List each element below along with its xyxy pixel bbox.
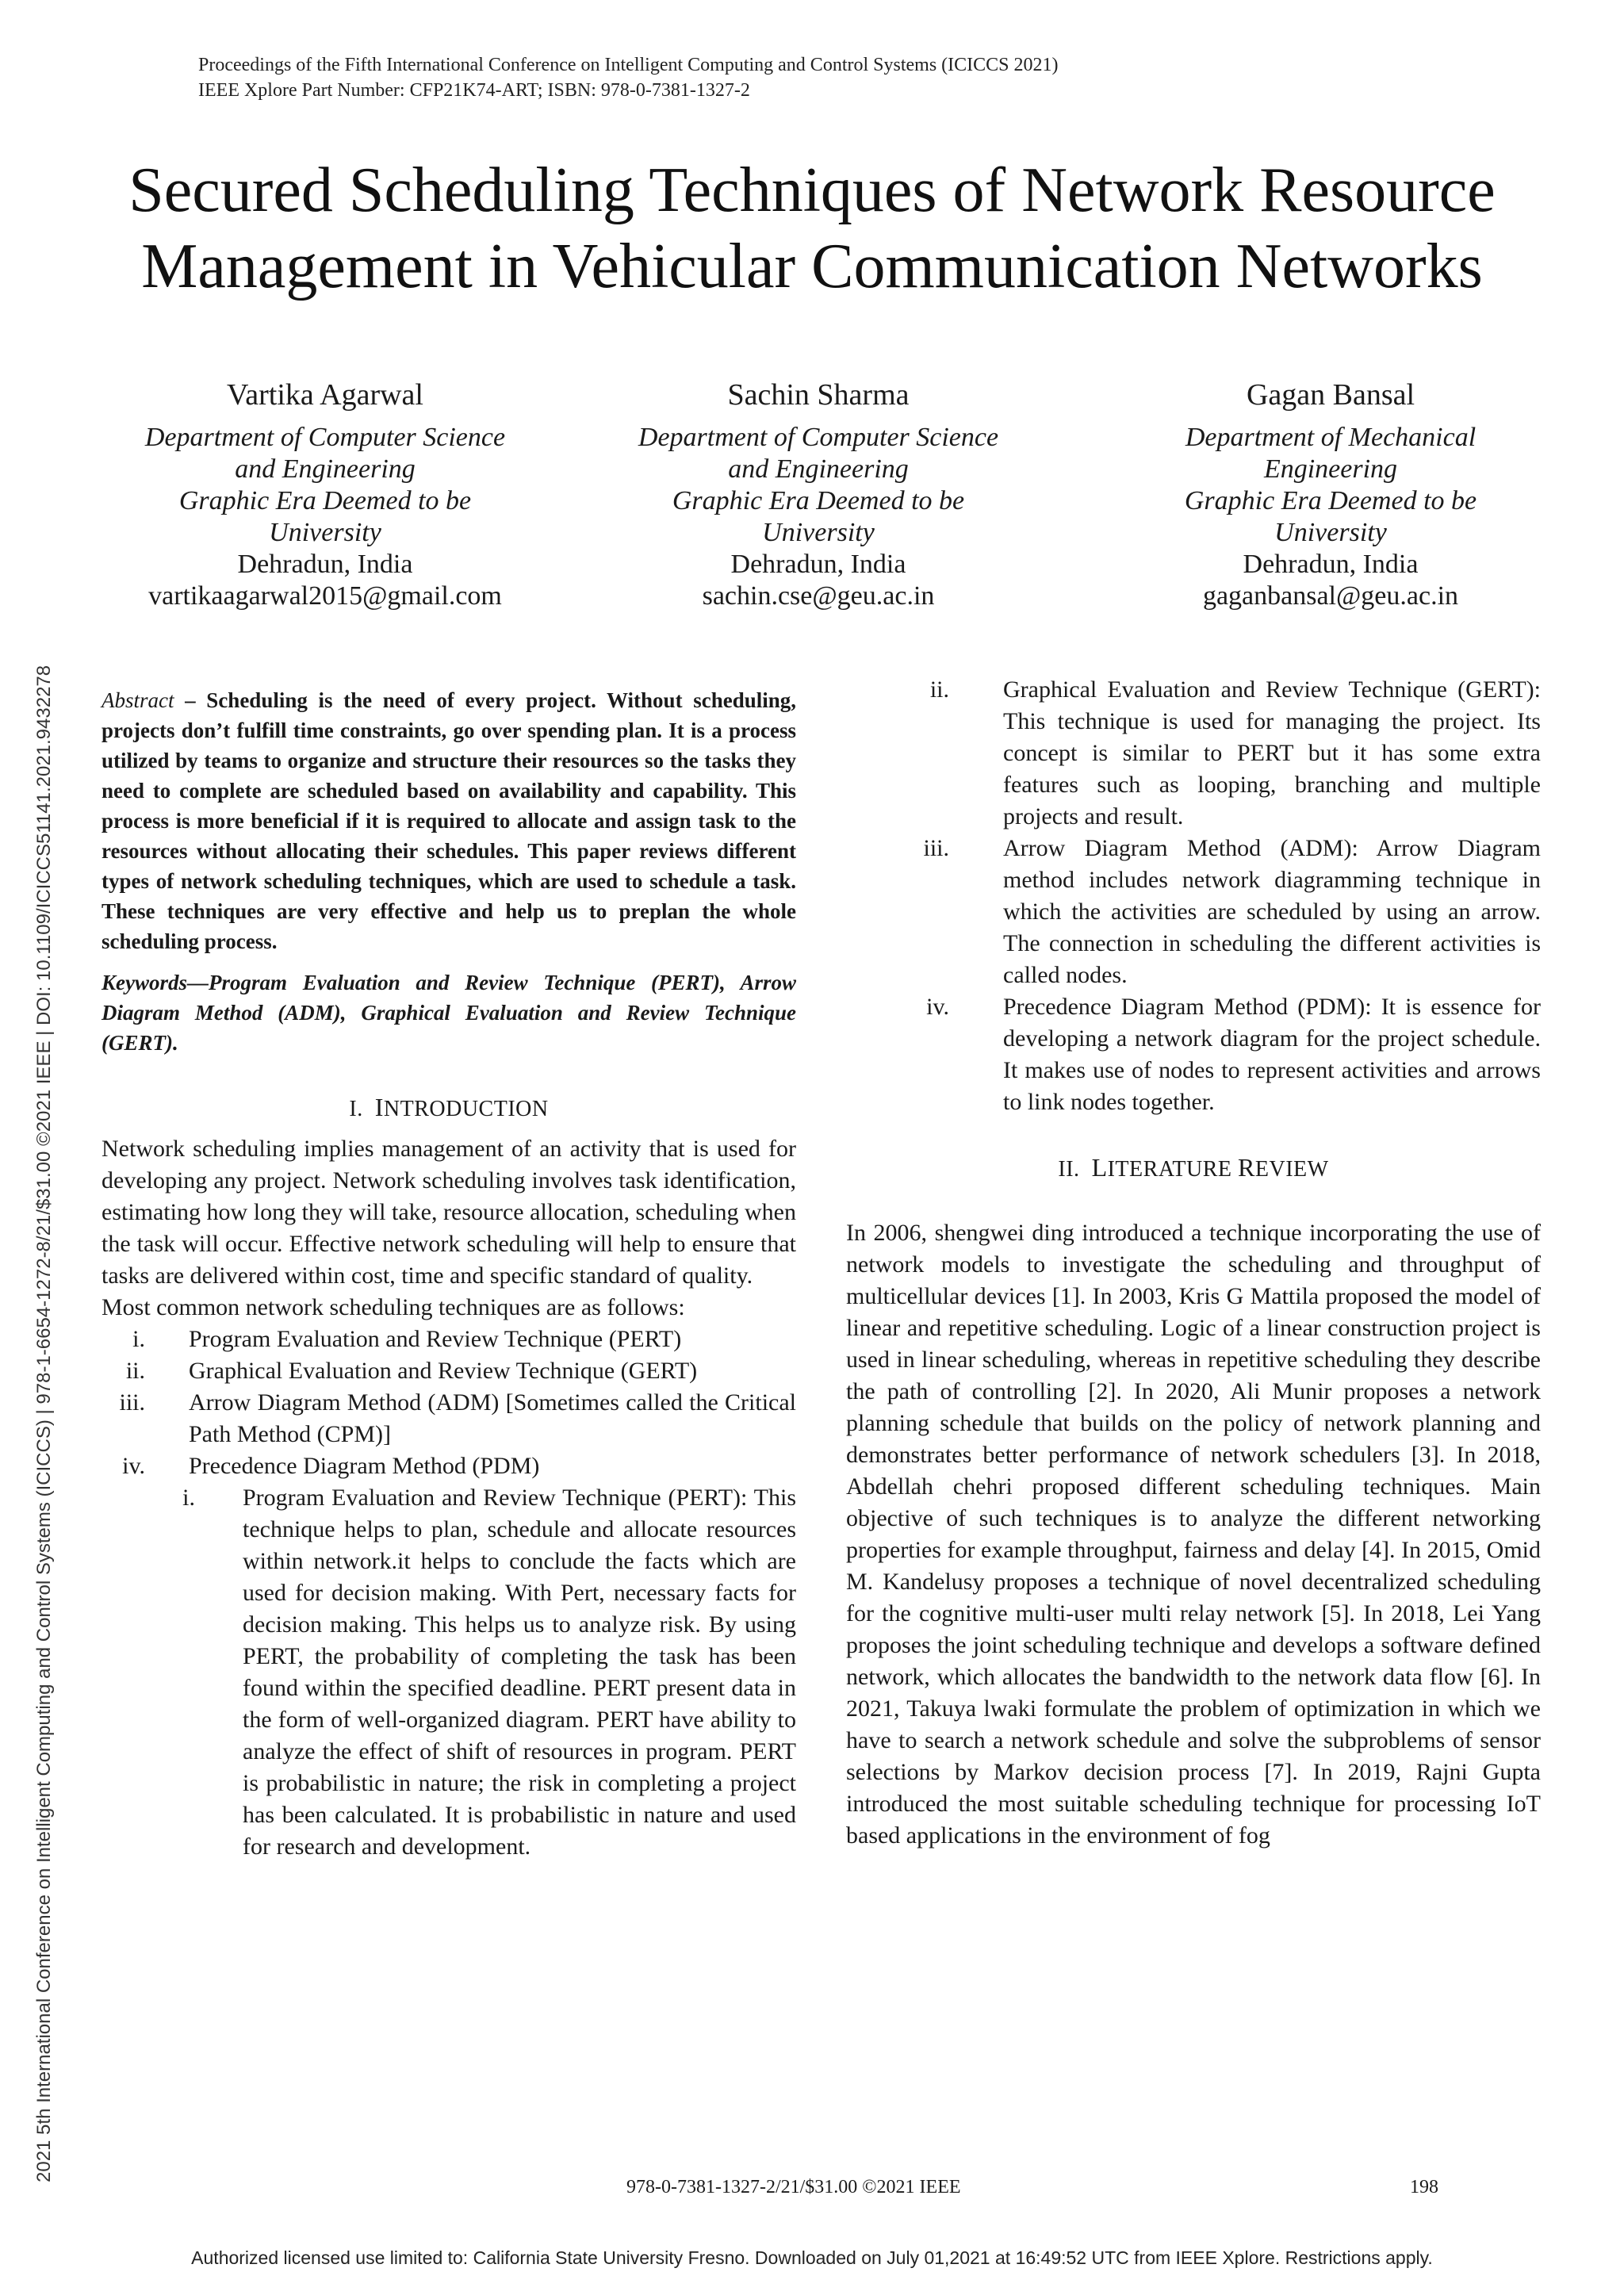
author-name: Vartika Agarwal [227, 378, 423, 412]
author-email[interactable]: vartikaagarwal2015@gmail.com [148, 581, 502, 611]
left-column [102, 674, 796, 1863]
proceedings-line-2: IEEE Xplore Part Number: CFP21K74-ART; ISBN: 978-0-7381-1327-2 [198, 80, 750, 101]
author-email[interactable]: sachin.cse@geu.ac.in [702, 581, 935, 611]
list-text: Graphical Evaluation and Review Technique (GERT): This technique is used for managing the project. Its concept is similar to PERT but it has some extra features such as looping, branching and multiple projects and result. [1003, 676, 1541, 829]
list-number: ii. [125, 1358, 145, 1384]
author-dept: Department of Mechanical [1185, 423, 1477, 452]
list-number: ii. [929, 676, 949, 703]
list-number: iv. [122, 1453, 145, 1479]
author-block-1 [103, 377, 547, 612]
author-dept: Department of Computer Science [144, 423, 506, 452]
list-item [846, 991, 1541, 1118]
list-number: iv. [926, 994, 949, 1020]
list-text: Graphical Evaluation and Review Technique (GERT) [189, 1358, 698, 1384]
author-city: Dehradun, India [237, 550, 413, 579]
author-univ: University [269, 518, 381, 547]
keywords: Keywords—Program Evaluation and Review Technique (PERT), Arrow Diagram Method (ADM), Graphical Evaluation and Review Technique (GERT). [102, 971, 796, 1055]
heading-rest: EVIEW [1254, 1157, 1329, 1182]
list-text: Precedence Diagram Method (PDM): It is essence for developing a network diagram for the project schedule. It makes use of nodes to represent activities and arrows to link nodes together. [1003, 994, 1541, 1115]
list-number: iii. [119, 1389, 145, 1416]
heading-initial: R [1238, 1153, 1255, 1182]
author-dept: Department of Computer Science [638, 423, 999, 452]
sub-list-item [181, 1482, 796, 1863]
license-notice: Authorized licensed use limited to: California State University Fresno. Downloaded on July 01,2021 at 16:49:52 UTC from IEEE Xplore. Restrictions apply. [191, 2247, 1433, 2268]
author-univ: Graphic Era Deemed to be [178, 486, 472, 515]
list-text: Program Evaluation and Review Technique (PERT) [189, 1326, 682, 1352]
intro-paragraph: Network scheduling implies management of an activity that is used for developing any project. Network scheduling involves task identification, estimating how long they will take, resource allocation, scheduling when the task will occur. Effective network scheduling will help to ensure that tasks are delivered within cost, time and specific standard of quality. [102, 1136, 796, 1289]
author-univ: University [762, 518, 875, 547]
author-univ: Graphic Era Deemed to be [1184, 486, 1477, 515]
author-block-3 [1109, 377, 1553, 612]
author-dept: Engineering [1263, 454, 1398, 484]
heading-rest: ITERATURE [1107, 1157, 1239, 1182]
list-number: i. [132, 1326, 145, 1352]
list-text: Arrow Diagram Method (ADM): Arrow Diagram method includes network diagramming technique in which the activities are scheduled by using an arrow. The connection in scheduling the different activities is called nodes. [1003, 835, 1541, 988]
list-text: Arrow Diagram Method (ADM) [Sometimes called the Critical Path Method (CPM)] [189, 1389, 796, 1447]
proceedings-header [198, 52, 1059, 103]
author-city: Dehradun, India [1243, 550, 1419, 579]
author-email[interactable]: gaganbansal@geu.ac.in [1202, 581, 1459, 611]
list-intro: Most common network scheduling techniques are as follows: [102, 1294, 685, 1320]
footer-copyright: 978-0-7381-1327-2/21/$31.00 ©2021 IEEE [626, 2177, 961, 2197]
section-number: II. [1058, 1157, 1080, 1182]
author-dept: and Engineering [728, 454, 909, 484]
list-item [102, 1450, 796, 1482]
title-line-2: Management in Vehicular Communication Networks [141, 232, 1483, 301]
list-item [846, 674, 1541, 833]
list-item [846, 833, 1541, 991]
list-number: iii. [923, 835, 949, 861]
abstract-text: Scheduling is the need of every project. Without scheduling, projects don’t fulfill time constraints, go over spending plan. It is a process utilized by teams to organize and structure their resources so the tasks they need to complete are scheduled based on availability and capability. This process is more beneficial if it is required to allocate and assign task to the resources without allocating their schedules. This paper reviews different types of network scheduling techniques, which are used to schedule a task. These techniques are very effective and help us to preplan the whole scheduling process. [102, 688, 796, 953]
literature-paragraph: In 2006, shengwei ding introduced a technique incorporating the use of network models to investigate the scheduling and throughput of multicellular devices [1]. In 2003, Kris G Mattila proposed the model of linear and repetitive scheduling. Logic of a linear construction project is used in linear scheduling, whereas in repetitive scheduling they describe the path of controlling [2]. In 2020, Ali Munir proposes a network planning schedule that builds on the policy of network planning and demonstrates better performance of network schedulers [3]. In 2018, Abdellah chehri proposed different scheduling techniques. Main objective of such techniques is to analyze the different networking properties for example throughput, fairness and delay [4]. In 2015, Omid M. Kandelusy proposes a technique of novel decentralized scheduling for the cognitive multi-user multi relay network [5]. In 2018, Lei Yang proposes the joint scheduling technique and develops a software defined network, which allocates the bandwidth to the network data flow [6]. In 2021, Takuya lwaki formulate the problem of optimization in which we have to search a network schedule and solve the subproblems of sensor selections by Markov decision process [7]. In 2019, Rajni Gupta introduced the most suitable scheduling technique for processing IoT based applications in the environment of fog [846, 1220, 1541, 1849]
author-name: Sachin Sharma [727, 378, 910, 412]
list-number: i. [182, 1485, 195, 1511]
heading-initial: L [1091, 1153, 1108, 1182]
heading-rest: NTRODUCTION [383, 1097, 549, 1121]
title-line-1: Secured Scheduling Techniques of Network Resource [128, 155, 1496, 225]
paper-title [63, 152, 1561, 305]
doi-sidebar: 2021 5th International Conference on Intelligent Computing and Control Systems (ICICCS) | 978-1-6654-1272-8/21/$31.00 ©2021 IEEE | DOI: 10.1109/ICICCS51141.2021.9432278 [33, 665, 55, 2182]
author-univ: Graphic Era Deemed to be [672, 486, 965, 515]
author-dept: and Engineering [235, 454, 416, 484]
heading-initial: I [374, 1093, 384, 1121]
section-heading-introduction [102, 1091, 796, 1125]
abstract-label: Abstract [102, 688, 174, 712]
section-number: I. [349, 1097, 363, 1121]
section-heading-literature-review [846, 1151, 1541, 1186]
page-number: 198 [1410, 2177, 1438, 2197]
author-block-2 [596, 377, 1040, 612]
list-item [102, 1355, 796, 1387]
author-name: Gagan Bansal [1246, 378, 1415, 412]
abstract [102, 685, 796, 956]
proceedings-line-1: Proceedings of the Fifth International Conference on Intelligent Computing and Control Systems (ICICCS 2021) [198, 55, 1059, 75]
list-text: Program Evaluation and Review Technique (PERT): This technique helps to plan, schedule and allocate resources within network.it helps to conclude the facts which are used for decision making. With Pert, necessary facts for decision making. This helps us to analyze risk. By using PERT, the probability of completing the task has been found within the specified deadline. PERT present data in the form of well-organized diagram. PERT have ability to analyze the effect of shift of resources in program. PERT is probabilistic in nature; the risk in completing a project has been calculated. It is probabilistic in nature and used for research and development. [243, 1485, 796, 1860]
list-item [102, 1324, 796, 1355]
list-text: Precedence Diagram Method (PDM) [189, 1453, 540, 1479]
abstract-dash: – [174, 688, 207, 712]
right-column [846, 674, 1541, 1852]
list-item [102, 1387, 796, 1450]
author-univ: University [1274, 518, 1387, 547]
author-city: Dehradun, India [730, 550, 906, 579]
